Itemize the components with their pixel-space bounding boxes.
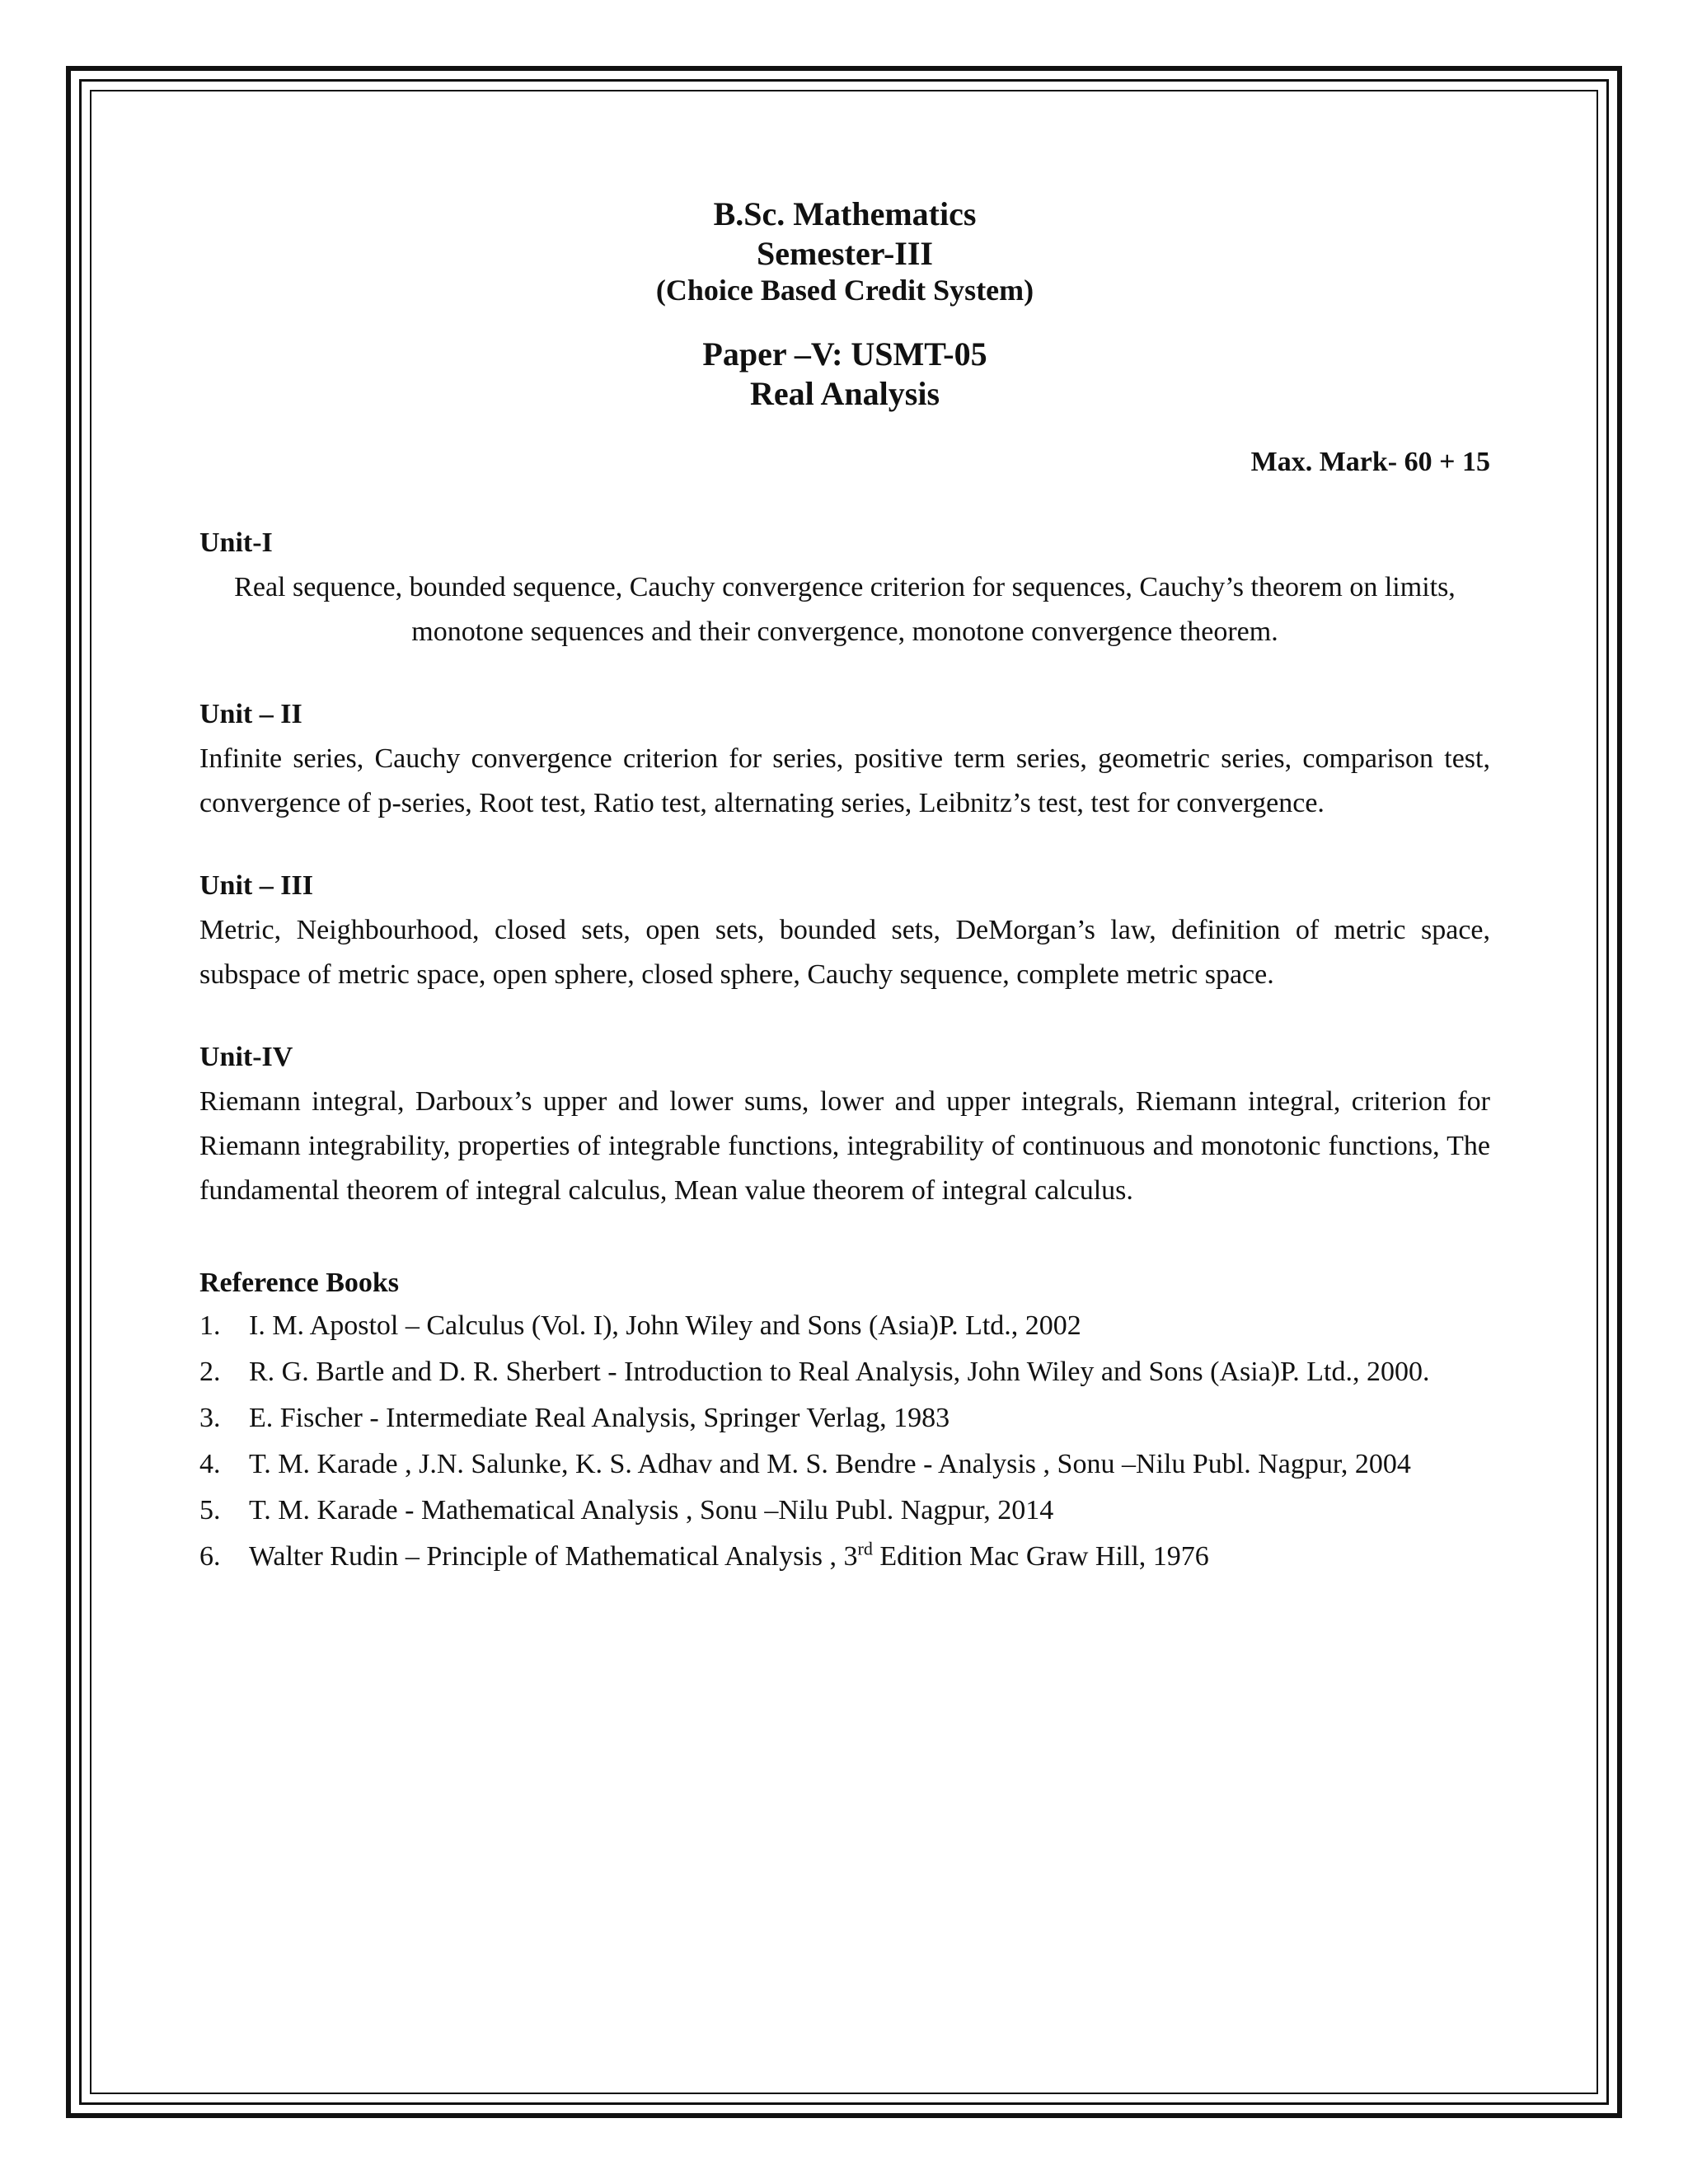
reference-number: 6. (199, 1541, 221, 1572)
reference-item (199, 1352, 1490, 1393)
unit-2 (199, 692, 1490, 826)
unit-title: Unit-IV (199, 1042, 293, 1072)
reference-number: 2. (199, 1357, 221, 1387)
reference-text: E. Fischer - Intermediate Real Analysis, Springer Verlag, 1983 (249, 1403, 950, 1433)
reference-text-end: Edition Mac Graw Hill, 1976 (872, 1541, 1209, 1572)
reference-item (199, 1305, 1490, 1347)
reference-text: I. M. Apostol – Calculus (Vol. I), John Wiley and Sons (Asia)P. Ltd., 2002 (249, 1310, 1081, 1341)
unit-body: Infinite series, Cauchy convergence criterion for series, positive term series, geometric series, comparison test, convergence of p-series, Root test, Ratio test, alternating series, Leibnitz’s test, test for convergence. (199, 743, 1490, 818)
unit-body: Metric, Neighbourhood, closed sets, open sets, bounded sets, DeMorgan’s law, definition of metric space, subspace of metric space, open sphere, closed sphere, Cauchy sequence, complete metric space. (199, 915, 1490, 990)
max-mark: Max. Mark- 60 + 15 (1250, 447, 1490, 477)
reference-item (199, 1398, 1490, 1439)
reference-number: 4. (199, 1449, 221, 1479)
unit-title: Unit – III (199, 870, 313, 901)
reference-number: 3. (199, 1403, 221, 1433)
unit-body: Real sequence, bounded sequence, Cauchy convergence criterion for sequences, Cauchy’s theorem on limits, monotone sequences and their convergence, monotone convergence theorem. (234, 572, 1456, 647)
subject-title: Real Analysis (749, 375, 940, 412)
reference-text: T. M. Karade - Mathematical Analysis , Sonu –Nilu Publ. Nagpur, 2014 (249, 1495, 1054, 1526)
reference-number: 1. (199, 1310, 221, 1341)
unit-title: Unit – II (199, 699, 302, 729)
unit-1 (199, 521, 1490, 654)
reference-text: T. M. Karade , J.N. Salunke, K. S. Adhav and M. S. Bendre - Analysis , Sonu –Nilu Publ. Nagpur, 2004 (249, 1449, 1411, 1479)
document-content (199, 194, 1490, 1582)
unit-body: Riemann integral, Darboux’s upper and lower sums, lower and upper integrals, Riemann integral, criterion for Riemann integrability, properties of integrable functions, integrability of continuous and monotonic functions, The fundamental theorem of integral calculus, Mean value theorem of integral calculus. (199, 1086, 1490, 1206)
reference-list (199, 1305, 1490, 1577)
references-heading: Reference Books (199, 1268, 400, 1298)
reference-item (199, 1490, 1490, 1531)
unit-title: Unit-I (199, 527, 273, 558)
reference-item (199, 1444, 1490, 1485)
semester-title: Semester-III (756, 235, 933, 272)
program-title: B.Sc. Mathematics (713, 195, 977, 232)
reference-number: 5. (199, 1495, 221, 1526)
reference-text-start: Walter Rudin – Principle of Mathematical Analysis , 3 (249, 1541, 858, 1572)
ordinal-suffix: rd (857, 1538, 873, 1559)
unit-3 (199, 864, 1490, 997)
credit-system: (Choice Based Credit System) (655, 274, 1034, 307)
unit-4 (199, 1035, 1490, 1213)
reference-item (199, 1536, 1490, 1577)
reference-text: R. G. Bartle and D. R. Sherbert - Introduction to Real Analysis, John Wiley and Sons (Asia)P. Ltd., 2000. (249, 1357, 1430, 1387)
paper-code: Paper –V: USMT-05 (702, 335, 987, 373)
